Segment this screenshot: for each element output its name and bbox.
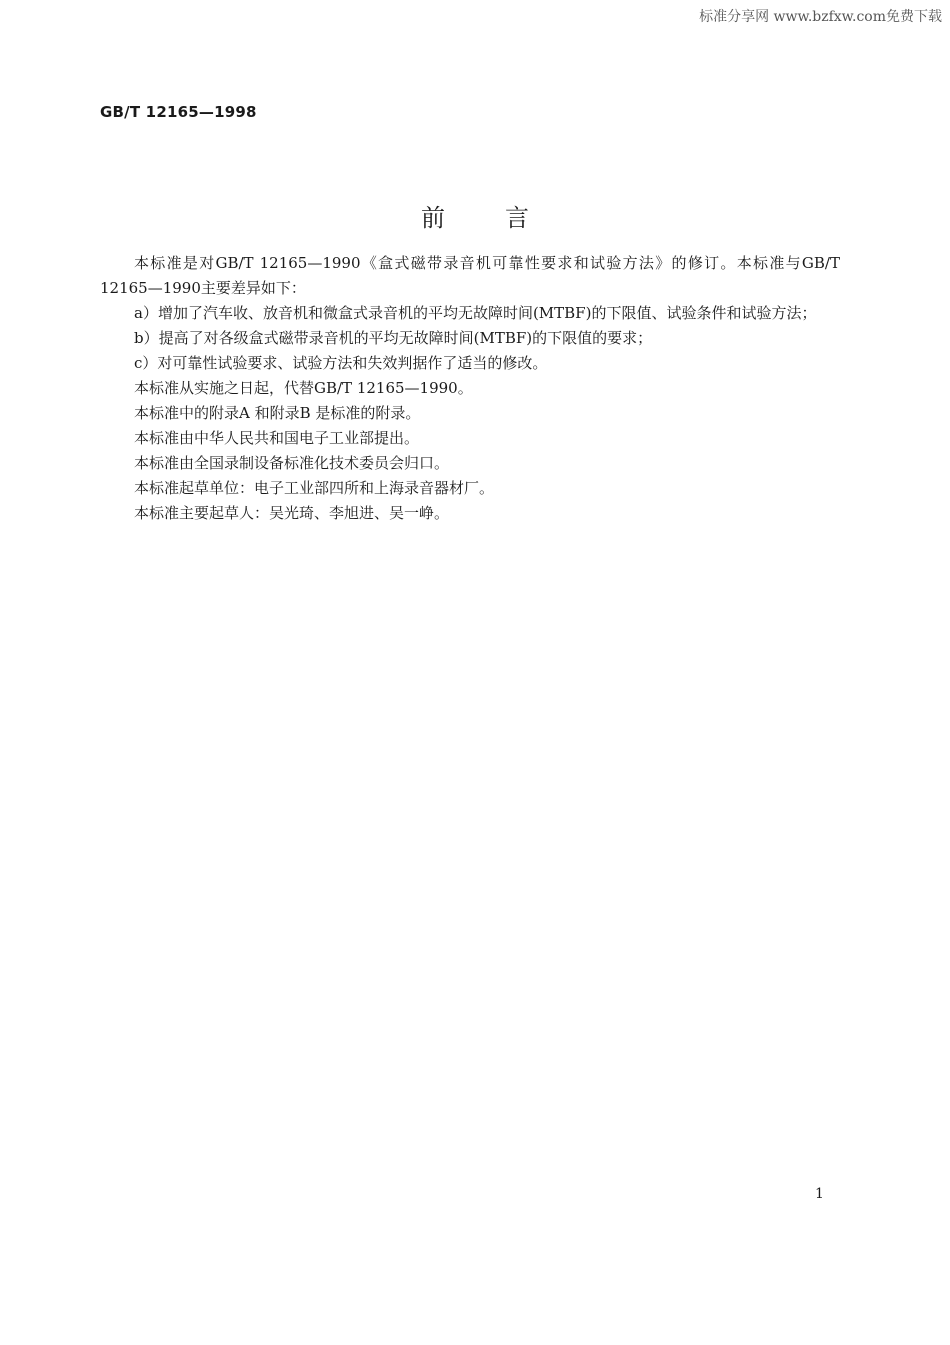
list-item-c: c）对可靠性试验要求、试验方法和失效判据作了适当的修改。 <box>134 354 548 372</box>
watermark-text: 标准分享网 www.bzfxw.com免费下载 <box>699 9 942 25</box>
committee-paragraph: 本标准由全国录制设备标准化技术委员会归口。 <box>134 454 450 472</box>
page-number: 1 <box>815 1186 824 1202</box>
document-code: GB/T 12165—1998 <box>100 103 257 121</box>
foreword-body <box>100 251 840 526</box>
page-title: 前言 <box>421 204 589 232</box>
drafting-units-paragraph: 本标准起草单位：电子工业部四所和上海录音器材厂。 <box>134 479 495 497</box>
appendix-paragraph: 本标准中的附录A 和附录B 是标准的附录。 <box>134 404 421 422</box>
list-item-b: b）提高了对各级盒式磁带录音机的平均无故障时间(MTBF)的下限值的要求； <box>134 329 653 347</box>
proposer-paragraph: 本标准由中华人民共和国电子工业部提出。 <box>134 429 420 447</box>
drafters-paragraph: 本标准主要起草人：吴光琦、李旭进、吴一峥。 <box>134 504 450 522</box>
list-item-a: a）增加了汽车收、放音机和微盒式录音机的平均无故障时间(MTBF)的下限值、试验条件和试验方法； <box>134 304 817 322</box>
intro-paragraph: 本标准是对GB/T 12165—1990《盒式磁带录音机可靠性要求和试验方法》的修订。本标准与GB/T 12165—1990主要差异如下： <box>100 254 840 297</box>
replacement-paragraph: 本标准从实施之日起，代替GB/T 12165—1990。 <box>134 379 473 397</box>
